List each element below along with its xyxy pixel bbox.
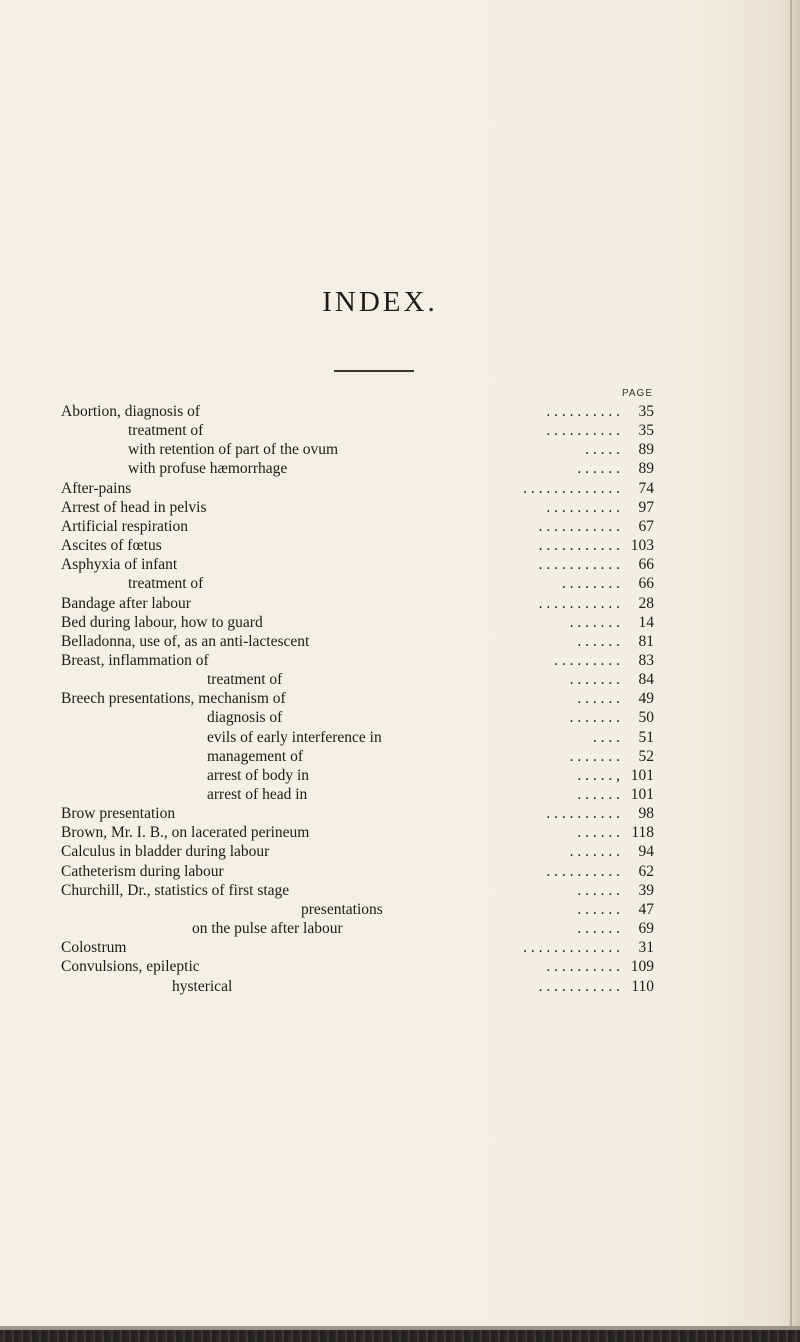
leader-dots: . . . . . . . . . . . xyxy=(538,556,620,574)
leader-dots: . . . . . . . xyxy=(569,613,620,631)
entry-page-number: 89 xyxy=(638,441,654,459)
entry-page-number: 52 xyxy=(638,747,654,765)
index-entry xyxy=(207,670,654,690)
entry-page-number: 39 xyxy=(638,881,654,899)
entry-label: Ascites of fœtus xyxy=(61,537,162,555)
index-entry xyxy=(61,632,654,652)
entry-page-number: 101 xyxy=(630,766,654,784)
entry-label: Artificial respiration xyxy=(61,517,188,535)
entry-page-number: 35 xyxy=(638,422,654,440)
index-entry xyxy=(128,440,654,460)
entry-label: Bandage after labour xyxy=(61,594,191,612)
entry-label: Arrest of head in pelvis xyxy=(61,498,207,516)
index-entry xyxy=(61,594,654,614)
entry-label: Breech presentations, mechanism of xyxy=(61,690,286,708)
index-entry xyxy=(61,938,654,958)
entry-page-number: 28 xyxy=(638,594,654,612)
leader-dots: . . . . . . . . . . xyxy=(546,422,620,440)
leader-dots: . . . . xyxy=(592,728,620,746)
leader-dots: . . . . . . xyxy=(577,881,620,899)
leader-dots: . . . . . . . . . . . xyxy=(538,537,620,555)
index-entry xyxy=(172,977,654,997)
entry-label: Catheterism during labour xyxy=(61,862,224,880)
index-entry xyxy=(61,842,654,862)
entry-label: After-pains xyxy=(61,479,132,497)
entry-page-number: 69 xyxy=(638,920,654,938)
leader-dots: . . . . . . xyxy=(577,632,620,650)
leader-dots: . . . . . . . . . . . . . xyxy=(523,479,620,497)
leader-dots: . . . . . . xyxy=(577,460,620,478)
entry-label: presentations xyxy=(301,900,383,918)
index-entry xyxy=(61,536,654,556)
entry-label: Bed during labour, how to guard xyxy=(61,613,263,631)
index-entry xyxy=(61,498,654,518)
index-entry xyxy=(128,459,654,479)
entry-label: with profuse hæmorrhage xyxy=(128,460,288,478)
entry-label: arrest of head in xyxy=(207,786,308,803)
leader-dots: . . . . . . . . xyxy=(561,575,620,593)
entry-page-number: 103 xyxy=(630,537,654,555)
entry-page-number: 66 xyxy=(638,556,654,574)
index-entry xyxy=(128,574,654,594)
entry-page-number: 62 xyxy=(638,862,654,880)
leader-dots: . . . . . . xyxy=(577,690,620,708)
index-entry xyxy=(61,862,654,882)
index-entry xyxy=(207,747,654,767)
leader-dots: . . . . . . . . . . xyxy=(546,403,620,420)
index-entry xyxy=(301,900,654,920)
index-entry xyxy=(207,766,654,786)
leader-dots: . . . . . . . . . . xyxy=(546,862,620,880)
index-entry xyxy=(61,402,654,422)
entry-label: on the pulse after labour xyxy=(192,920,343,938)
entry-page-number: 47 xyxy=(638,900,654,918)
index-entry xyxy=(61,613,654,633)
leader-dots: . . . . . . . xyxy=(569,843,620,861)
entry-page-number: 118 xyxy=(631,824,654,842)
leader-dots: . . . . . . . xyxy=(569,709,620,727)
leader-dots: . . . . . . . xyxy=(569,671,620,689)
entry-label: Convulsions, epileptic xyxy=(61,958,200,976)
entry-page-number: 35 xyxy=(638,403,654,420)
entry-page-number: 83 xyxy=(638,651,654,669)
index-entry xyxy=(207,785,654,805)
leader-dots: . . . . . . xyxy=(577,900,620,918)
entry-label: arrest of body in xyxy=(207,766,310,784)
index-heading: INDEX. xyxy=(322,286,438,318)
entry-page-number: 81 xyxy=(638,632,654,650)
entry-label: with retention of part of the ovum xyxy=(128,441,339,459)
entry-page-number: 50 xyxy=(638,709,654,727)
entry-page-number: 14 xyxy=(638,613,654,631)
leader-dots: . . . . . . . . . . xyxy=(546,958,620,976)
entry-page-number: 49 xyxy=(638,690,654,708)
entry-label: Brown, Mr. I. B., on lacerated perineum xyxy=(61,824,310,842)
index-entry xyxy=(207,728,654,748)
index-entry xyxy=(61,651,654,671)
entry-label: Breast, inflammation of xyxy=(61,651,209,669)
entry-label: evils of early interference in xyxy=(207,728,382,746)
entry-page-number: 66 xyxy=(638,575,654,593)
index-entry xyxy=(61,479,654,499)
entry-label: treatment of xyxy=(207,671,283,689)
entry-page-number: 84 xyxy=(638,671,654,689)
index-entry xyxy=(61,555,654,575)
index-entry xyxy=(61,517,654,537)
entry-page-number: 98 xyxy=(638,805,654,823)
leader-dots: . . . . . . xyxy=(577,824,620,842)
entry-page-number: 51 xyxy=(638,728,654,746)
entry-label: Churchill, Dr., statistics of first stage xyxy=(61,881,290,899)
entry-label: treatment of xyxy=(128,422,204,440)
leader-dots: . . . . . , xyxy=(577,766,620,784)
entry-page-number: 109 xyxy=(630,958,654,976)
index-entry xyxy=(192,919,654,939)
index-entry xyxy=(61,957,654,977)
entry-page-number: 101 xyxy=(630,786,654,803)
entry-page-number: 94 xyxy=(638,843,654,861)
index-entry xyxy=(207,708,654,728)
leader-dots: . . . . . . . . . . . . . xyxy=(523,939,620,957)
leader-dots: . . . . . xyxy=(585,441,620,459)
entry-page-number: 110 xyxy=(631,977,654,995)
page-column-label: PAGE xyxy=(621,388,653,399)
leader-dots: . . . . . . xyxy=(577,920,620,938)
entry-label: Brow presentation xyxy=(61,805,176,823)
leader-dots: . . . . . . . . . . . xyxy=(538,977,620,995)
entry-label: Calculus in bladder during labour xyxy=(61,843,270,861)
entry-label: management of xyxy=(207,747,303,765)
index-entry xyxy=(61,804,654,824)
leader-dots: . . . . . . xyxy=(577,786,620,803)
index-entry xyxy=(128,421,654,441)
entry-label: hysterical xyxy=(172,977,233,995)
index-entry xyxy=(61,689,654,709)
entry-label: treatment of xyxy=(128,575,204,593)
entry-page-number: 31 xyxy=(638,939,654,957)
entry-page-number: 89 xyxy=(638,460,654,478)
entry-label: Asphyxia of infant xyxy=(61,556,178,574)
entry-page-number: 67 xyxy=(638,517,654,535)
index-entry xyxy=(61,881,654,901)
leader-dots: . . . . . . . . . . . xyxy=(538,594,620,612)
entry-label: Colostrum xyxy=(61,939,127,957)
leader-dots: . . . . . . . . . . xyxy=(546,805,620,823)
index-entry xyxy=(61,823,654,843)
leader-dots: . . . . . . . xyxy=(569,747,620,765)
entry-page-number: 97 xyxy=(638,498,654,516)
entry-page-number: 74 xyxy=(638,479,654,497)
leader-dots: . . . . . . . . . xyxy=(554,651,620,669)
leader-dots: . . . . . . . . . . xyxy=(546,498,620,516)
entry-label: Belladonna, use of, as an anti-lactescent xyxy=(61,632,310,650)
entry-label: diagnosis of xyxy=(207,709,283,727)
leader-dots: . . . . . . . . . . . xyxy=(538,517,620,535)
entry-label: Abortion, diagnosis of xyxy=(61,403,201,420)
